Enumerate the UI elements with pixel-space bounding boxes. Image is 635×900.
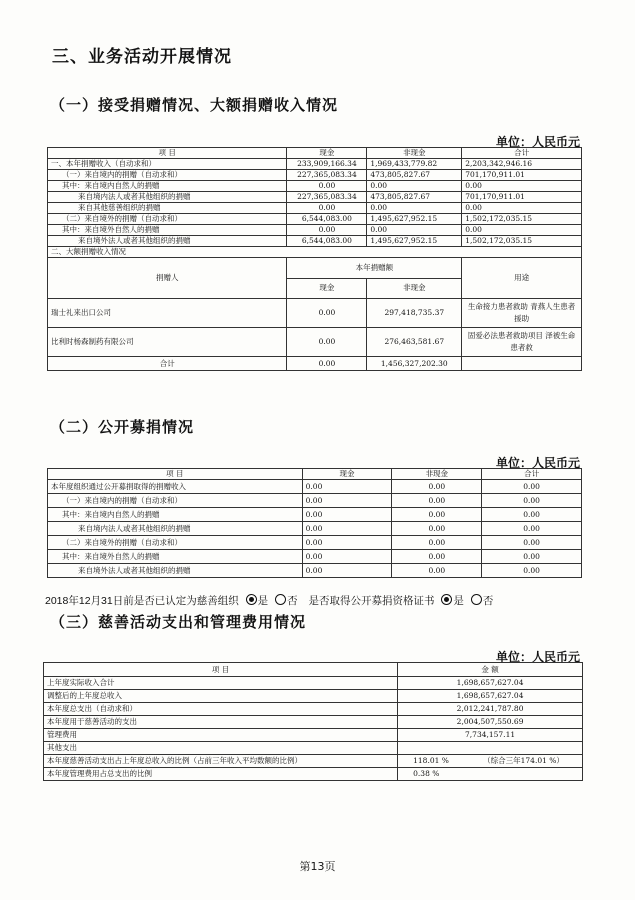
donor-noncash: 276,463,581.67 — [367, 328, 462, 357]
header-cash: 现金 — [302, 469, 392, 480]
total-cell: 0.00 — [462, 225, 582, 236]
q2-no-radio[interactable] — [471, 594, 482, 605]
row-label: 上年度实际收入合计 — [44, 677, 398, 690]
noncash-cell: 0.00 — [392, 522, 482, 536]
cash-cell: 0.00 — [287, 203, 367, 214]
q1-yes-radio[interactable] — [246, 594, 257, 605]
total-cell: 0.00 — [482, 508, 582, 522]
row-label: 本年度总支出（自动求和） — [44, 703, 398, 716]
section-title: 三、业务活动开展情况 — [52, 47, 232, 67]
donor-cash: 0.00 — [287, 299, 367, 328]
table-row — [44, 690, 583, 703]
unit-label-2: 单位：人民币元 — [496, 456, 581, 470]
header-item: 项 目 — [44, 663, 398, 677]
donor-noncash-header: 非现金 — [367, 278, 462, 299]
header-item: 项 目 — [48, 148, 287, 159]
total-cell: 1,502,172,035.15 — [462, 214, 582, 225]
noncash-cell: 0.00 — [392, 508, 482, 522]
cash-cell: 0.00 — [302, 508, 392, 522]
header-total: 合计 — [482, 469, 582, 480]
mgmt-ratio-value: 0.38 % — [413, 769, 440, 778]
row-label: 来自境内法人或者其他组织的捐赠 — [48, 192, 287, 203]
ratio-row — [44, 755, 583, 768]
donor-cash-header: 现金 — [287, 278, 367, 299]
cash-cell: 0.00 — [302, 480, 392, 494]
qualification-line — [45, 593, 493, 608]
table-row — [48, 159, 582, 170]
table-header-row — [48, 469, 582, 480]
table-row — [48, 170, 582, 181]
total-cell: 701,170,911.01 — [462, 170, 582, 181]
row-label: 其中：来自境内自然人的捐赠 — [48, 508, 303, 522]
cash-cell: 0.00 — [302, 522, 392, 536]
donor-header: 捐赠人 — [48, 258, 287, 299]
total-cell: 0.00 — [482, 564, 582, 578]
q2-no-label: 否 — [482, 595, 494, 607]
noncash-cell: 1,969,433,779.82 — [367, 159, 462, 170]
total-cell: 0.00 — [482, 522, 582, 536]
header-amount: 金 额 — [398, 663, 583, 677]
q1-no-radio[interactable] — [275, 594, 286, 605]
row-label: 本年度用于慈善活动的支出 — [44, 716, 398, 729]
amount-cell: 7,734,157.11 — [398, 729, 583, 742]
noncash-cell: 0.00 — [367, 181, 462, 192]
donor-use: 生命接力患者救助 青燕人生患者援助 — [462, 299, 582, 328]
row-label: （一）来自境内的捐赠（自动求和） — [48, 170, 287, 181]
total-cell: 1,502,172,035.15 — [462, 236, 582, 247]
row-label: （二）来自境外的捐赠（自动求和） — [48, 214, 287, 225]
table-row — [48, 508, 582, 522]
header-total: 合计 — [462, 148, 582, 159]
noncash-cell: 0.00 — [392, 480, 482, 494]
row-label: 来自其他慈善组织的捐赠 — [48, 203, 287, 214]
ratio-cell — [398, 755, 583, 768]
ratio-note: （综合三年174.01 %） — [483, 756, 564, 765]
mgmt-ratio-cell — [398, 768, 583, 781]
part2-title: （二）公开募捐情况 — [50, 418, 195, 436]
header-cash: 现金 — [287, 148, 367, 159]
table-row — [48, 536, 582, 550]
cash-cell: 233,909,166.34 — [287, 159, 367, 170]
unit-label-1: 单位：人民币元 — [496, 135, 581, 149]
total-cell: 0.00 — [482, 494, 582, 508]
donor-header-row — [48, 258, 582, 279]
header-noncash: 非现金 — [392, 469, 482, 480]
row-label: 本年度组织通过公开募捐取得的捐赠收入 — [48, 480, 303, 494]
noncash-cell: 0.00 — [392, 536, 482, 550]
total-cell: 0.00 — [482, 550, 582, 564]
table-row — [48, 225, 582, 236]
mgmt-ratio-label: 本年度管理费用占总支出的比例 — [44, 768, 398, 781]
ratio-value: 118.01 % — [413, 756, 449, 765]
noncash-cell: 0.00 — [367, 225, 462, 236]
part3-title: （三）慈善活动支出和管理费用情况 — [50, 613, 307, 631]
table-row — [48, 247, 582, 258]
donor-total-use — [462, 357, 582, 371]
donation-table — [47, 147, 582, 371]
expenditure-table — [43, 662, 583, 781]
row-label: 调整后的上年度总收入 — [44, 690, 398, 703]
cash-cell: 0.00 — [302, 550, 392, 564]
total-cell: 0.00 — [482, 536, 582, 550]
table-row — [48, 203, 582, 214]
row-label: 其中：来自境外自然人的捐赠 — [48, 550, 303, 564]
donor-total-cash: 0.00 — [287, 357, 367, 371]
table-row — [48, 480, 582, 494]
q1-yes-label: 是 — [257, 595, 269, 607]
donor-row — [48, 328, 582, 357]
cash-cell: 0.00 — [287, 225, 367, 236]
cash-cell: 0.00 — [302, 536, 392, 550]
q1-no-label: 否 — [287, 595, 298, 607]
noncash-cell: 473,805,827.67 — [367, 192, 462, 203]
donor-name: 瑞士礼来出口公司 — [48, 299, 287, 328]
table-row — [44, 677, 583, 690]
mgmt-ratio-row — [44, 768, 583, 781]
donor-noncash: 297,418,735.37 — [367, 299, 462, 328]
amount-cell — [398, 742, 583, 755]
row-label: （二）来自境外的捐赠（自动求和） — [48, 536, 303, 550]
cash-cell: 0.00 — [302, 564, 392, 578]
header-item: 项 目 — [48, 469, 303, 480]
row-label: （一）来自境内的捐赠（自动求和） — [48, 494, 303, 508]
donor-total-noncash: 1,456,327,202.30 — [367, 357, 462, 371]
table-row — [44, 703, 583, 716]
row-label: 来自境外法人或者其他组织的捐赠 — [48, 564, 303, 578]
table-row — [48, 564, 582, 578]
cash-cell: 0.00 — [287, 181, 367, 192]
table-row — [48, 236, 582, 247]
row-label: 一、本年捐赠收入（自动求和） — [48, 159, 287, 170]
noncash-cell: 0.00 — [392, 494, 482, 508]
cash-cell: 227,365,083.34 — [287, 192, 367, 203]
table-row — [48, 181, 582, 192]
noncash-cell: 0.00 — [367, 203, 462, 214]
row-label: 管理费用 — [44, 729, 398, 742]
page-number: 第13页 — [299, 860, 336, 873]
donor-cash: 0.00 — [287, 328, 367, 357]
donor-use: 固爱必法患者救助项目 泽被生命患者救 — [462, 328, 582, 357]
donor-row — [48, 299, 582, 328]
cash-cell: 0.00 — [302, 494, 392, 508]
total-cell: 701,170,911.01 — [462, 192, 582, 203]
noncash-cell: 0.00 — [392, 550, 482, 564]
total-cell: 0.00 — [482, 480, 582, 494]
row-label: 来自境外法人或者其他组织的捐赠 — [48, 236, 287, 247]
noncash-cell: 1,495,627,952.15 — [367, 214, 462, 225]
q2-yes-radio[interactable] — [441, 594, 452, 605]
table-row — [44, 716, 583, 729]
total-cell: 0.00 — [462, 203, 582, 214]
large-donation-title: 二、大额捐赠收入情况 — [48, 247, 582, 258]
table-row — [48, 550, 582, 564]
amount-cell: 2,004,507,550.69 — [398, 716, 583, 729]
table-row — [48, 214, 582, 225]
q2-text: 是否取得公开募捐资格证书 — [308, 595, 435, 607]
noncash-cell: 1,495,627,952.15 — [367, 236, 462, 247]
noncash-cell: 473,805,827.67 — [367, 170, 462, 181]
row-label: 来自境内法人或者其他组织的捐赠 — [48, 522, 303, 536]
table-row — [44, 729, 583, 742]
cash-cell: 6,544,083.00 — [287, 214, 367, 225]
cash-cell: 227,365,083.34 — [287, 170, 367, 181]
row-label: 其他支出 — [44, 742, 398, 755]
ratio-label: 本年度慈善活动支出占上年度总收入的比例（占前三年收入平均数额的比例） — [44, 755, 398, 768]
table-row — [48, 522, 582, 536]
public-fundraising-table — [47, 468, 582, 578]
use-header: 用途 — [462, 258, 582, 299]
table-row — [44, 742, 583, 755]
total-cell: 2,203,342,946.16 — [462, 159, 582, 170]
amount-cell: 2,012,241,787.80 — [398, 703, 583, 716]
table-header-row — [48, 148, 582, 159]
donor-total-label: 合计 — [48, 357, 287, 371]
amount-cell: 1,698,657,627.04 — [398, 690, 583, 703]
unit-label-3: 单位：人民币元 — [496, 650, 581, 664]
row-label: 其中：来自境内自然人的捐赠 — [48, 181, 287, 192]
header-noncash: 非现金 — [367, 148, 462, 159]
q1-text: 2018年12月31日前是否已认定为慈善组织 — [45, 595, 239, 607]
cash-cell: 6,544,083.00 — [287, 236, 367, 247]
donor-total-row — [48, 357, 582, 371]
table-row — [48, 494, 582, 508]
table-header-row — [44, 663, 583, 677]
row-label: 其中：来自境外自然人的捐赠 — [48, 225, 287, 236]
amount-cell: 1,698,657,627.04 — [398, 677, 583, 690]
year-amount-header: 本年捐赠额 — [287, 258, 462, 279]
noncash-cell: 0.00 — [392, 564, 482, 578]
donor-name: 比利时杨森制药有限公司 — [48, 328, 287, 357]
table-row — [48, 192, 582, 203]
part1-title: （一）接受捐赠情况、大额捐赠收入情况 — [50, 96, 339, 114]
total-cell: 0.00 — [462, 181, 582, 192]
q2-yes-label: 是 — [453, 595, 464, 607]
